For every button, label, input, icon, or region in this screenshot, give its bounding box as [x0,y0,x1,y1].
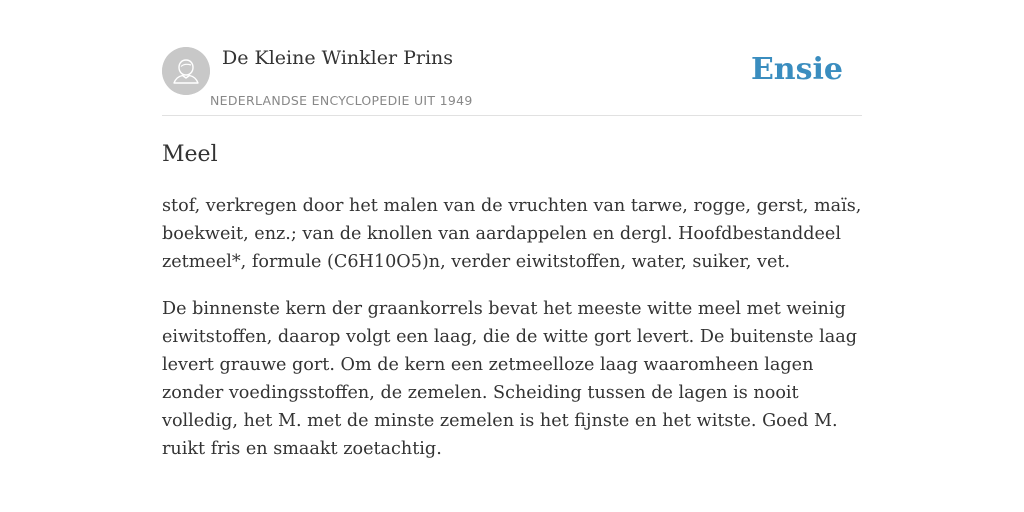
brand-logo[interactable]: Ensie [750,52,843,87]
entry-title: Meel [162,142,218,167]
entry-body [162,192,862,482]
source-title[interactable]: De Kleine Winkler Prins [222,47,454,69]
source-header [162,46,862,116]
entry-paragraph: stof, verkregen door het malen van de vruchten van tarwe, rogge, gerst, maïs, boekweit, enz.; van de knollen van aardappelen en dergl. Hoofdbestanddeel zetmeel*, formule (C6H10O5)n, verder eiwitstoffen, water, suiker, vet. [162,196,862,272]
entry-paragraph: De binnenste kern der graankorrels bevat het meeste witte meel met weinig eiwitstoffen, daarop volgt een laag, die de witte gort levert. De buitenste laag levert grauwe gort. Om de kern een zetmeelloze laag waaromheen lagen zonder voedingsstoffen, de zemelen. Scheiding tussen de lagen is nooit volledig, het M. met de minste zemelen is het fijnste en het witste. Goed M. ruikt fris en smaakt zoetachtig. [162,299,857,459]
user-icon [162,47,210,95]
source-subtitle: NEDERLANDSE ENCYCLOPEDIE UIT 1949 [210,93,473,108]
avatar[interactable] [162,47,210,95]
